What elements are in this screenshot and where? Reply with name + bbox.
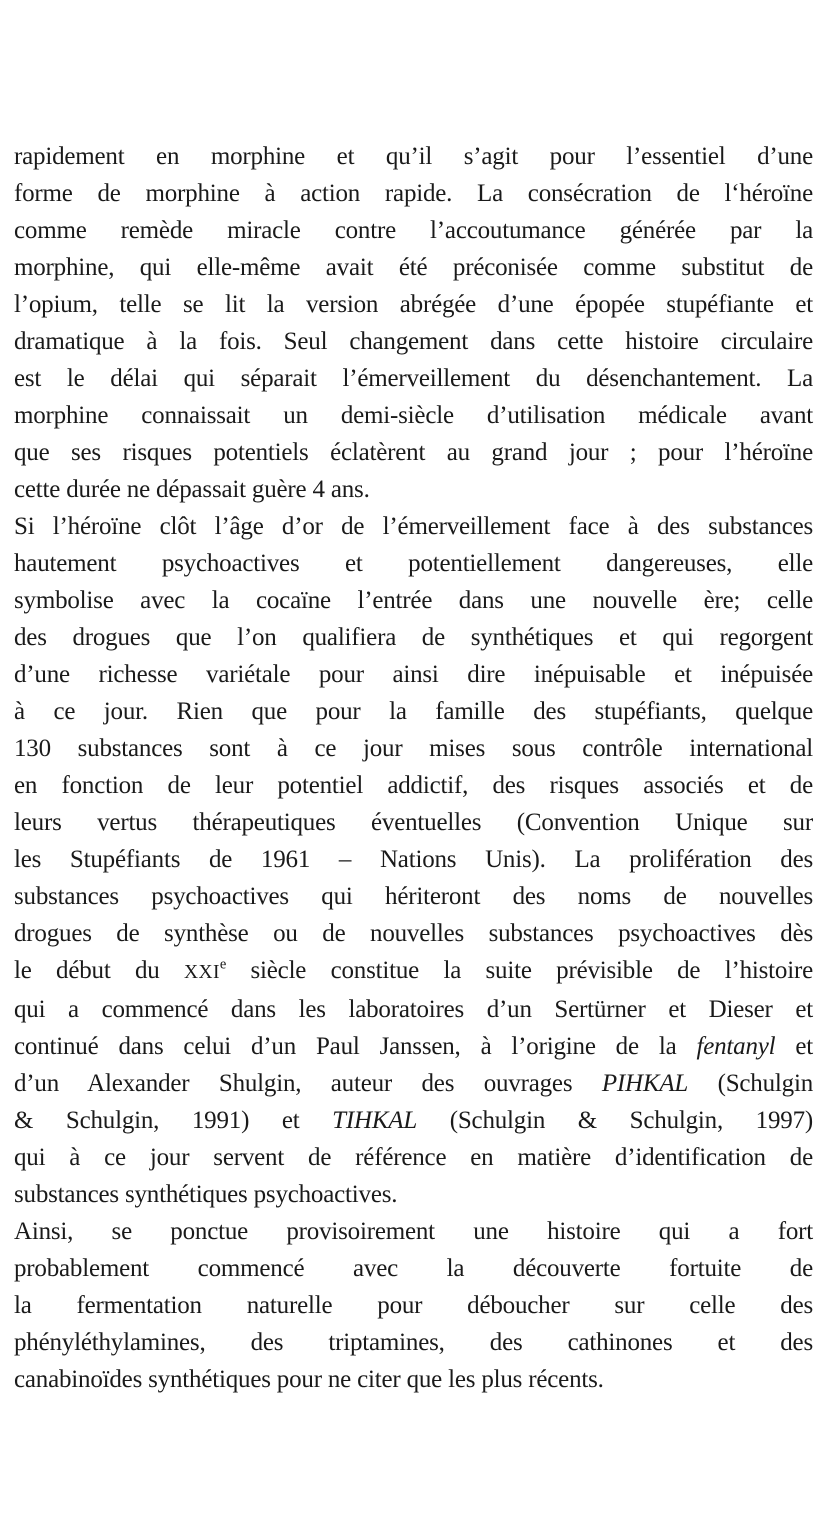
text-line: 130 substances sont à ce jour mises sous contrôle international: [14, 735, 813, 762]
text-line: morphine connaissait un demi-siècle d’utilisation médicale avant: [14, 402, 813, 429]
text-line: à ce jour. Rien que pour la famille des stupéfiants, quelque: [14, 698, 813, 725]
text-line: le début du XXIe siècle constitue la suite prévisible de l’histoire: [14, 956, 813, 984]
text-line: l’opium, telle se lit la version abrégée d’une épopée stupéfiante et: [14, 291, 813, 318]
text-line: & Schulgin, 1991) et TIHKAL (Schulgin & Schulgin, 1997): [14, 1107, 813, 1134]
text-line: des drogues que l’on qualifiera de synthétiques et qui regorgent: [14, 624, 813, 651]
text-line: continué dans celui d’un Paul Janssen, à l’origine de la fentanyl et: [14, 1033, 813, 1060]
text-line: d’un Alexander Shulgin, auteur des ouvrages PIHKAL (Schulgin: [14, 1070, 814, 1097]
text-line: les Stupéfiants de 1961 – Nations Unis). La prolifération des: [14, 846, 813, 873]
text-line: drogues de synthèse ou de nouvelles substances psychoactives dès: [14, 920, 813, 947]
text-line: symbolise avec la cocaïne l’entrée dans une nouvelle ère; celle: [14, 587, 813, 614]
text-line: Si l’héroïne clôt l’âge d’or de l’émerveillement face à des substances: [14, 513, 813, 540]
text-line: phényléthylamines, des triptamines, des cathinones et des: [14, 1329, 813, 1356]
text-line: forme de morphine à action rapide. La consécration de l‘héroïne: [14, 180, 813, 207]
text-line: qui a commencé dans les laboratoires d’un Sertürner et Dieser et: [14, 996, 813, 1023]
text-line: dramatique à la fois. Seul changement dans cette histoire circulaire: [14, 328, 813, 355]
paragraph: [14, 1213, 813, 1398]
text-line: la fermentation naturelle pour déboucher sur celle des: [14, 1292, 813, 1319]
text-line: d’une richesse variétale pour ainsi dire inépuisable et inépuisée: [14, 661, 813, 688]
italic-text: TIHKAL: [332, 1107, 418, 1134]
text-line: qui à ce jour servent de référence en matière d’identification de: [14, 1144, 813, 1171]
text-line: canabinoïdes synthétiques pour ne citer que les plus récents.: [14, 1366, 604, 1393]
text-line: en fonction de leur potentiel addictif, des risques associés et de: [14, 772, 813, 799]
text-line: substances synthétiques psychoactives.: [14, 1181, 398, 1208]
text-line: est le délai qui séparait l’émerveillement du désenchantement. La: [14, 365, 813, 392]
text-line: leurs vertus thérapeutiques éventuelles (Convention Unique sur: [14, 809, 813, 836]
paragraph: [14, 138, 813, 508]
roman-numeral-smallcaps: XXI: [184, 962, 220, 983]
text-line: que ses risques potentiels éclatèrent au grand jour ; pour l’héroïne: [14, 439, 813, 466]
text-line: substances psychoactives qui hériteront des noms de nouvelles: [14, 883, 813, 910]
text-line: comme remède miracle contre l’accoutumance générée par la: [14, 217, 813, 244]
text-line: probablement commencé avec la découverte fortuite de: [14, 1255, 813, 1282]
superscript-ordinal: e: [219, 956, 227, 973]
italic-text: fentanyl: [696, 1033, 776, 1060]
text-line: morphine, qui elle-même avait été préconisée comme substitut de: [14, 254, 813, 281]
text-line: rapidement en morphine et qu’il s’agit pour l’essentiel d’une: [14, 143, 813, 170]
text-line: Ainsi, se ponctue provisoirement une histoire qui a fort: [14, 1218, 813, 1245]
text-line: cette durée ne dépassait guère 4 ans.: [14, 476, 370, 503]
italic-text: PIHKAL: [601, 1070, 689, 1097]
text-line: hautement psychoactives et potentiellement dangereuses, elle: [14, 550, 813, 577]
paragraph: [14, 508, 813, 1213]
page-text: [14, 138, 813, 1398]
